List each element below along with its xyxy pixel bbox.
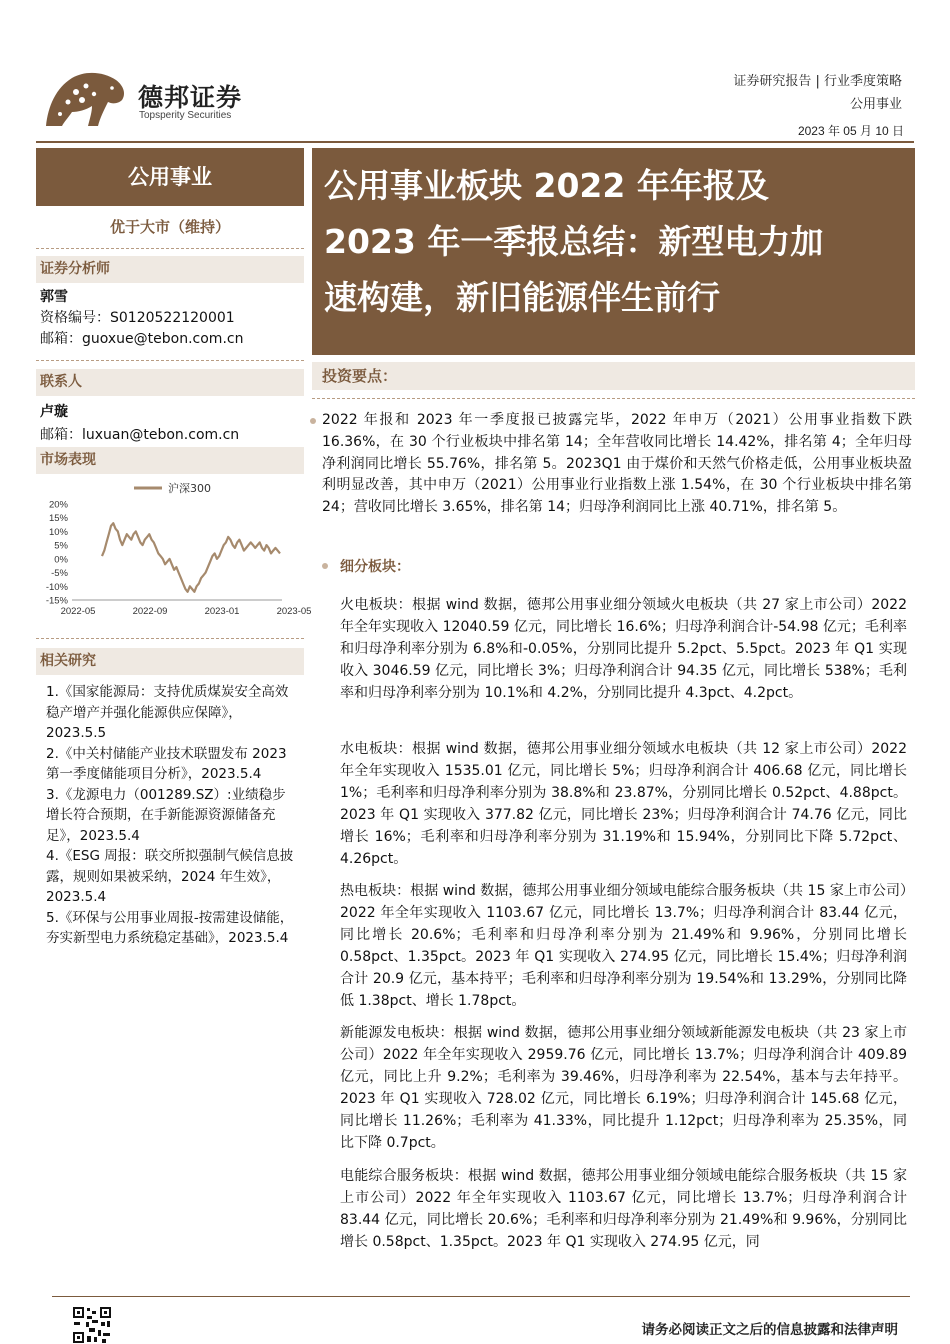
report-title-box: [312, 148, 915, 355]
legend-label: 沪深300: [168, 482, 211, 495]
header-divider: [36, 141, 914, 143]
report-title-line-1: 公用事业板块 2022 年年报及: [324, 166, 769, 205]
brand-name-cn: 德邦证券: [138, 83, 243, 112]
x-tick-label: 2022-05: [60, 606, 96, 617]
x-tick-label: 2023-01: [204, 606, 240, 617]
analyst-name: 郭雪: [40, 289, 68, 305]
legal-disclaimer[interactable]: 请务必阅读正文之后的信息披露和法律声明: [641, 1322, 898, 1338]
related-item[interactable]: 1.《国家能源局：支持优质煤炭安全高效稳产增产并强化能源供应保障》，2023.5.5: [46, 684, 289, 741]
sub-sector-heading: 细分板块：: [340, 559, 410, 575]
qr-code-icon[interactable]: [72, 1306, 112, 1344]
footer-divider: [52, 1296, 910, 1297]
y-tick-label: -10%: [45, 581, 68, 593]
power-service-paragraph: 电能综合服务板块：根据 wind 数据，德邦公用事业细分领域电能综合服务板块（共 15 家上市公司）2022 年全年实现收入 1103.67 亿元，同比增长 13.7%；归母净利润合计 83.44 亿元，同比增长 20.6%；毛利率和归母净利率分别为 21.49%和 9.96%，分别同比增长 0.58pct、1.35pct。2023 年 Q1 实现收入 274.95 亿元，同: [340, 1168, 907, 1250]
x-tick-label: 2023-05: [276, 606, 312, 617]
y-tick-label: 5%: [54, 540, 68, 552]
x-tick-label: 2022-09: [132, 606, 168, 617]
brand-logo: [42, 66, 252, 136]
related-research-list: [46, 682, 298, 949]
bullet-icon: [322, 563, 328, 569]
related-heading: 相关研究: [36, 648, 304, 675]
investment-divider: [312, 398, 915, 399]
y-tick-label: -5%: [51, 568, 68, 580]
sidebar-divider: [36, 360, 304, 361]
related-item[interactable]: 2.《中关村储能产业技术联盟发布 2023 第一季度储能项目分析》，2023.5.4: [46, 745, 287, 782]
new-energy-paragraph: 新能源发电板块：根据 wind 数据，德邦公用事业细分领域新能源发电板块（共 23 家上市公司）2022 年全年实现收入 2959.76 亿元，同比增长 13.7%；归母净利润合计 409.89 亿元，同比上升 9.2%；毛利率为 39.46%，归母净利率为 22.54%，基本与去年持平。2023 年 Q1 实现收入 728.02 亿元，同比增长 6.19%；归母净利润合计 145.68 亿元，同比增长 11.26%；毛利率为 41.33%，同比提升 1.12pct；归母净利率为 25.35%，同比下降 0.7pct。: [340, 1025, 907, 1151]
report-date: 2023 年 05 月 10 日: [797, 124, 904, 138]
heat-power-paragraph: 热电板块：根据 wind 数据，德邦公用事业细分领域电能综合服务板块（共 15 家上市公司）2022 年全年实现收入 1103.67 亿元，同比增长 13.7%；归母净利润合计 83.44 亿元，同比增长 20.6%；毛利率和归母净利率分别为 21.49%和 9.96%，分别同比增长 0.58pct、1.35pct。2023 年 Q1 实现收入 274.95 亿元，同比增长 15.4%；归母净利润合计 20.9 亿元，基本持平；毛利率和归母净利率分别为 19.54%和 13.29%，分别同比降低 1.38pct、增长 1.78pct。: [340, 883, 907, 1009]
investment-heading: 投资要点：: [312, 362, 915, 390]
hydro-power-paragraph: 水电板块：根据 wind 数据，德邦公用事业细分领域水电板块（共 12 家上市公司）2022 年全年实现收入 1535.01 亿元，同比增长 5%；归母净利润合计 406.68 亿元，同比增长 1%；毛利率和归母净利率分别为 38.8%和 23.87%，分别同比增长 0.52pct、4.88pct。2023 年 Q1 实现收入 377.82 亿元，同比增长 23%；归母净利润合计 74.76 亿元，同比增长 16%；毛利率和归母净利率分别为 31.19%和 15.94%，分别同比下降 5.72pct、4.26pct。: [340, 741, 907, 867]
thermal-power-paragraph: 火电板块：根据 wind 数据，德邦公用事业细分领域火电板块（共 27 家上市公司）2022 年全年实现收入 12040.59 亿元，同比增长 16.6%；归母净利润合计-54.98 亿元；毛利率和归母净利率分别为 6.8%和-0.05%，分别同比提升 5.2pct、5.5pct。2023 年 Q1 实现收入 3046.59 亿元，同比增长 3%；归母净利润合计 94.35 亿元，同比增长 538%；毛利率和归母净利率分别为 10.1%和 4.2%，分别同比提升 4.3pct、4.2pct。: [340, 597, 907, 701]
related-item[interactable]: 5.《环保与公用事业周报-按需建设储能，夯实新型电力系统稳定基础》，2023.5.4: [46, 909, 294, 946]
market-heading: 市场表现: [36, 447, 304, 474]
sidebar-divider: [36, 638, 304, 639]
y-tick-label: 20%: [48, 499, 68, 511]
investment-summary: [322, 410, 912, 519]
investment-summary-text: 2022 年报和 2023 年一季度报已披露完毕，2022 年申万（2021）公用事业指数下跌 16.36%，在 30 个行业板块中排名第 14；全年营收同比增长 14.42%，排名第 4；全年归母净利润同比增长 55.76%，排名第 5。2023Q1 由于煤价和天然气价格走低，公用事业板块盈利明显改善，其中申万（2021）公用事业行业指数上涨 1.54%，在 30 个行业板块中排名第 24；营收同比增长 3.65%，排名第 14；归母净利润同比上涨 40.71%，排名第 5。: [322, 412, 912, 516]
rating-label: 优于大市（维持）: [109, 218, 230, 236]
leopard-logo-icon: [42, 66, 128, 132]
report-industry: 公用事业: [849, 97, 902, 112]
y-tick-label: 10%: [48, 526, 68, 538]
related-item[interactable]: 4.《ESG 周报：联交所拟强制气候信息披露，规则如果被采纳，2024 年生效》，2023.5.4: [46, 848, 294, 905]
contact-name: 卢璇: [40, 404, 68, 420]
y-tick-label: 0%: [54, 554, 68, 566]
report-meta: [733, 70, 902, 116]
series-line-hs300: [102, 523, 280, 592]
contact-heading: 联系人: [36, 369, 304, 396]
analyst-email[interactable]: 邮箱：guoxue@tebon.com.cn: [40, 331, 244, 347]
analyst-heading: 证券分析师: [36, 256, 304, 283]
report-title-line-3: 速构建，新旧能源伴生前行: [324, 278, 720, 317]
y-tick-label: -15%: [45, 595, 68, 607]
report-title-line-2: 2023 年一季报总结：新型电力加: [324, 222, 824, 261]
sector-label: 公用事业: [36, 148, 304, 206]
bullet-icon: [310, 418, 316, 424]
brand-name-en: Topsperity Securities: [139, 110, 232, 121]
market-performance-chart: [36, 474, 312, 624]
y-tick-label: 15%: [48, 513, 68, 525]
analyst-cert: 资格编号：S0120522120001: [40, 310, 235, 326]
report-type: 证券研究报告 | 行业季度策略: [733, 74, 902, 89]
contact-email[interactable]: 邮箱：luxuan@tebon.com.cn: [40, 427, 240, 443]
sidebar-divider: [36, 248, 304, 249]
related-item[interactable]: 3.《龙源电力（001289.SZ）:业绩稳步增长符合预期，在手新能源资源储备充足》，2023.5.4: [46, 786, 286, 844]
